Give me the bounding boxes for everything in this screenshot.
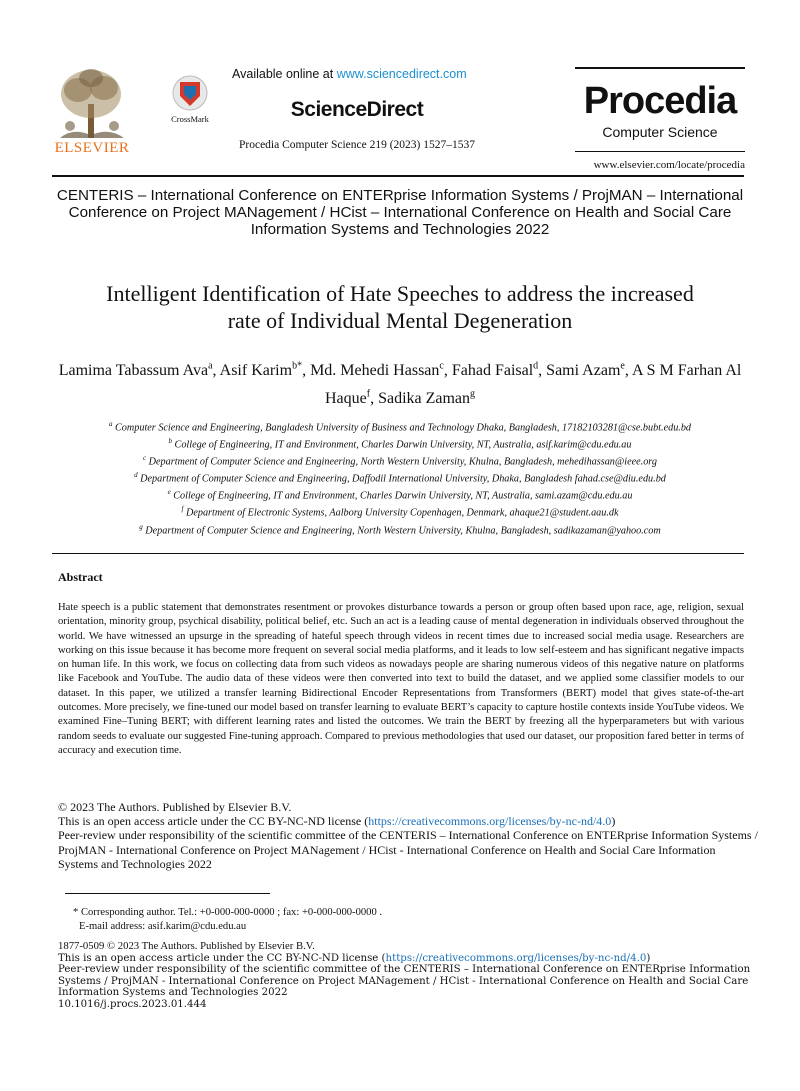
paper-title-line-2: rate of Individual Mental Degeneration	[227, 308, 573, 333]
copyright-line: © 2023 The Authors. Published by Elsevier B.V.	[58, 800, 292, 814]
abstract-body: Hate speech is a public statement that demonstrates resentment or provokes disturbance towards a person or group often based upon race, age, religion, sexual orientation, minority group, psychical disability, political belief, etc. Such an act is a leading cause of mental degeneration in individuals observed throughout the world. We have witnessed an upsurge in the spreading of hateful speech through videos in recent times due to increased social media usage. Researchers are working on this issue because it has become more frequent on several social media platforms, and it leads to low self-esteem and has significant negative impacts on human life. In this work, we focus on collecting data from such videos as nowadays people are sharing numerous videos of this negative nature on platforms like Facebook and YouTube. The audio data of these videos were then converted into text to build the dataset, and we applied some classifier models to our dataset. In this paper, we utilized a transfer learning Bidirectional Encoder Representations from Transformers (BERT) model that gives state-of-the-art outcomes. More precisely, we fine-tuned our model based on transfer learning to evaluate BERT’s capacity to capture hostile contexts inside YouTube videos. We examined Fine–Tuning BERT; with different learning rates and listed the outcomes. We train the BERT by freezing all the hyperparameters but with various random seeds to evaluate our suggested Fine-tuning approach. Compared to previous methodologies that used our dataset, our proposition fared better in terms of accuracy and execution time.	[58, 602, 744, 756]
issn-line: 1877-0509 © 2023 The Authors. Published by Elsevier B.V.	[58, 940, 315, 952]
author: Sami Azam$^e$,	[546, 361, 632, 380]
conference-name: CENTERIS – International Conference on ENTERprise Information Systems / ProjMAN – International Conference on Project MANagement / HCist – International Conference on Health and Social Care Information Systems and Technologies 2022	[56, 187, 744, 238]
author: Md. Mehedi Hassan$^c$,	[310, 361, 452, 380]
license-link[interactable]: https://creativecommons.org/licenses/by-nc-nd/4.0	[368, 814, 612, 829]
affiliation: $^c$ Department of Computer Science and Engineering, North Western University, Khulna, Bangladesh, mehedihassan@ieee.org	[143, 454, 657, 468]
header-divider	[52, 175, 744, 177]
author: Asif Karim$^{b*}$,	[219, 361, 311, 380]
affiliation: $^f$ Department of Electronic Systems, Aalborg University Copenhagen, Denmark, ahaque21@student.aau.dk	[181, 505, 619, 519]
affiliation: $^e$ College of Engineering, IT and Environment, Charles Darwin University, NT, Australia, sami.azam@cdu.edu.au	[167, 488, 633, 502]
affiliation: $^d$ Department of Computer Science and Engineering, Daffodil International University, Dhaka, Bangladesh fahad.cse@diu.edu.bd	[134, 471, 666, 485]
author: A S M Farhan Al Haque$^f$,	[324, 362, 742, 407]
procedia-subtitle: Computer Science	[602, 124, 718, 140]
available-online-text	[232, 67, 467, 81]
procedia-title: Procedia	[583, 80, 737, 122]
journal-citation: Procedia Computer Science 219 (2023) 1527–1537	[238, 139, 476, 151]
author: Fahad Faisal$^d$,	[451, 361, 547, 380]
abstract-heading: Abstract	[58, 570, 103, 584]
elsevier-logo	[52, 64, 132, 156]
open-access-line: This is an open access article under the CC BY-NC-ND license (https://creativecommons.org/licenses/by-nc-nd/4.0)	[58, 814, 616, 829]
sciencedirect-title: ScienceDirect	[290, 98, 424, 121]
paper-title-line-1: Intelligent Identification of Hate Speeches to address the increased	[106, 281, 694, 306]
affiliation: $^b$ College of Engineering, IT and Environment, Charles Darwin University, NT, Australia, asif.karim@cdu.edu.au	[168, 437, 632, 451]
affiliation-list	[40, 418, 760, 538]
footnote-divider	[65, 893, 270, 894]
email-address: E-mail address: asif.karim@cdu.edu.au	[79, 921, 247, 932]
author: Lamima Tabassum Ava$^a$,	[58, 361, 220, 380]
issn-peer-review: Peer-review under responsibility of the scientific committee of the CENTERIS – International Conference on ENTERprise Information Systems / ProjMAN - International Conference on Project MANagement / HCist - International Conference on Health and Social Care Information Systems and Technologies 2022	[58, 964, 751, 998]
peer-review-line: Peer-review under responsibility of the scientific committee of the CENTERIS – International Conference on ENTERprise Information Systems / ProjMAN - International Conference on Project MANagement / HCist - International Conference on Health and Social Care Information Systems and Technologies 2022	[58, 828, 758, 871]
abstract-divider	[52, 553, 744, 554]
crossmark-icon	[170, 74, 210, 112]
footnote	[73, 906, 382, 934]
issn-open-access-line: This is an open access article under the CC BY-NC-ND license (https://creativecommons.org/licenses/by-nc-nd/4.0)	[58, 952, 651, 964]
issn-license-link[interactable]: https://creativecommons.org/licenses/by-nc-nd/4.0	[385, 952, 647, 964]
elsevier-wordmark: ELSEVIER	[54, 140, 130, 156]
locate-url[interactable]: www.elsevier.com/locate/procedia	[593, 159, 745, 171]
corresponding-author: * Corresponding author. Tel.: +0-000-000-0000 ; fax: +0-000-000-0000 .	[73, 907, 383, 918]
author-list	[40, 355, 760, 410]
issn-block	[58, 941, 778, 1010]
doi[interactable]: 10.1016/j.procs.2023.01.444	[58, 998, 207, 1010]
crossmark-label: CrossMark	[171, 114, 209, 124]
affiliation: $^a$ Computer Science and Engineering, Bangladesh University of Business and Technology Dhaka, Bangladesh, 17182103281@cse.bubt.edu.bd	[108, 420, 692, 434]
author: Sadika Zaman$^g$	[378, 388, 476, 407]
paper-title	[40, 280, 760, 334]
available-prefix: Available online at	[232, 67, 337, 81]
header-rule-mid	[575, 151, 745, 152]
sciencedirect-link[interactable]: www.sciencedirect.com	[336, 67, 467, 81]
affiliation: $^g$ Department of Computer Science and Engineering, North Western University, Khulna, Bangladesh, sadikazaman@yahoo.com	[139, 522, 661, 536]
crossmark-logo[interactable]	[170, 74, 210, 124]
license-block	[58, 800, 758, 871]
header-rule-top	[575, 67, 745, 69]
